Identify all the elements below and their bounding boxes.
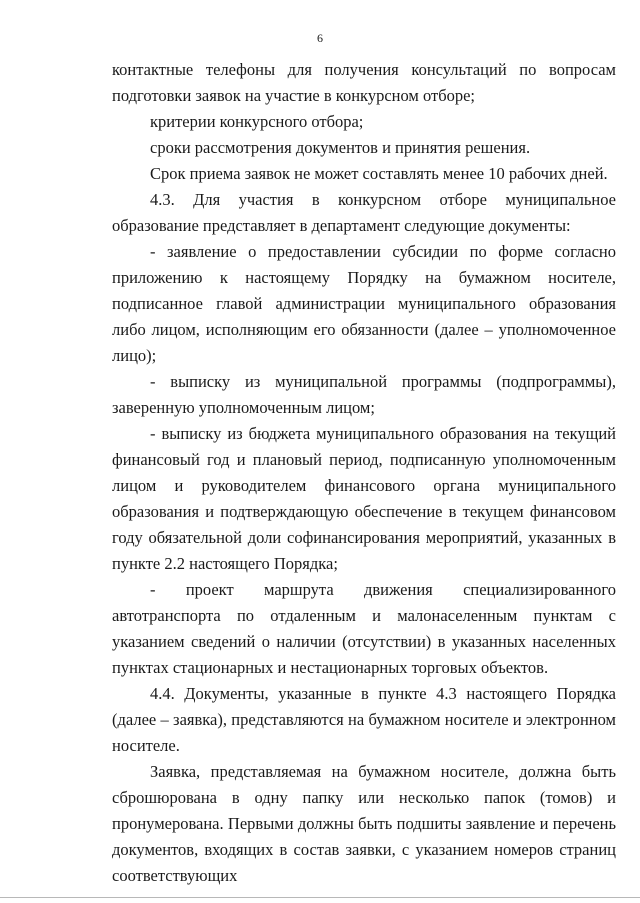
list-item-program-extract: - выписку из муниципальной программы (подпрограммы), заверенную уполномоченным лицом; <box>112 372 616 417</box>
document-body <box>112 57 616 889</box>
page-bottom-edge <box>0 897 640 898</box>
list-item-route-project: - проект маршрута движения специализированного автотранспорта по отдаленным и малонаселенным пунктам с указанием сведений о наличии (отсутствии) в указанных населенных пунктах стационарных и нестационарных торговых объектов. <box>112 580 616 677</box>
paragraph-application-binding: Заявка, представляемая на бумажном носителе, должна быть сброшюрована в одну папку или несколько папок (томов) и пронумерована. Первыми должны быть подшиты заявление и перечень документов, входящих в состав заявки, с указанием номеров страниц соответствующих <box>112 762 616 885</box>
page-number: 6 <box>317 31 323 45</box>
paragraph-review-terms: сроки рассмотрения документов и принятия решения. <box>150 138 531 157</box>
paragraph-contacts: контактные телефоны для получения консультаций по вопросам подготовки заявок на участие в конкурсном отборе; <box>112 60 616 105</box>
paragraph-acceptance-period: Срок приема заявок не может составлять менее 10 рабочих дней. <box>150 164 608 183</box>
list-item-application: - заявление о предоставлении субсидии по форме согласно приложению к настоящему Порядку на бумажном носителе, подписанное главой администрации муниципального образования либо лицом, исполняющим его обязанности (далее – уполномоченное лицо); <box>112 242 616 365</box>
paragraph-section-4-4: 4.4. Документы, указанные в пункте 4.3 настоящего Порядка (далее – заявка), представляются на бумажном носителе и электронном носителе. <box>112 684 616 755</box>
paragraph-criteria: критерии конкурсного отбора; <box>150 112 364 131</box>
paragraph-section-4-3: 4.3. Для участия в конкурсном отборе муниципальное образование представляет в департамент следующие документы: <box>112 190 616 235</box>
list-item-budget-extract: - выписку из бюджета муниципального образования на текущий финансовый год и плановый период, подписанную уполномоченным лицом и руководителем финансового органа муниципального образования и подтверждающую обеспечение в текущем финансовом году обязательной доли софинансирования мероприятий, указанных в пункте 2.2 настоящего Порядка; <box>112 424 616 573</box>
